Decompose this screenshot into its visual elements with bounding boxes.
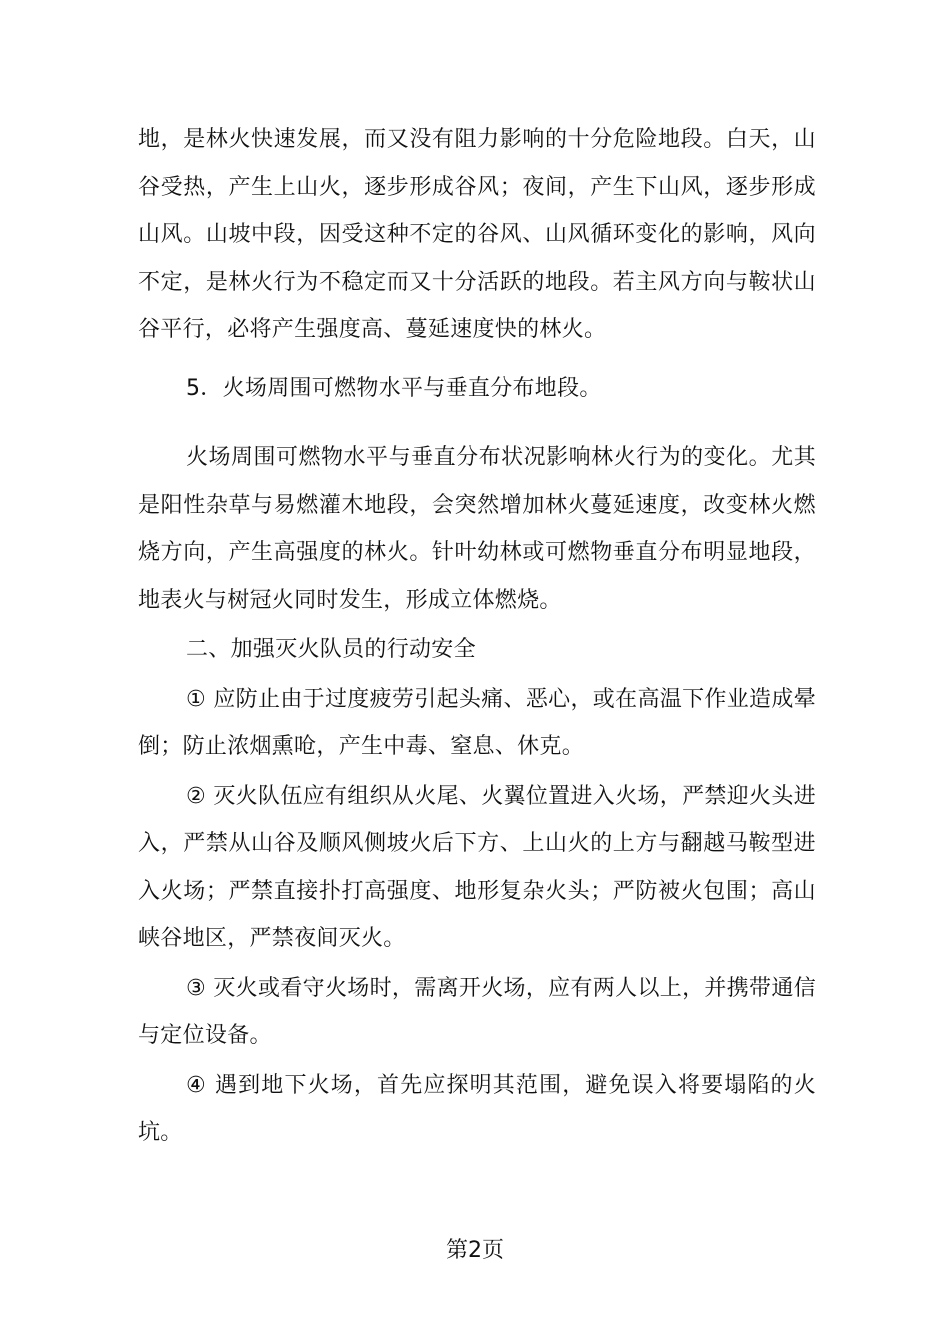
paragraph-fuel-distribution: 火场周围可燃物水平与垂直分布状况影响林火行为的变化。尤其是阳性杂草与易燃灌木地段，会突然增加林火蔓延速度，改变林火燃烧方向，产生高强度的林火。针叶幼林或可燃物垂直分布明显地段，地表火与树冠火同时发生，形成立体燃烧。: [138, 445, 816, 613]
paragraph-continuation: 地，是林火快速发展，而又没有阻力影响的十分危险地段。白天，山谷受热，产生上山火，逐步形成谷风；夜间，产生下山风，逐步形成山风。山坡中段，因受这种不定的谷风、山风循环变化的影响，风向不定，是林火行为不稳定而又十分活跃的地段。若主风方向与鞍状山谷平行，必将产生强度高、蔓延速度快的林火。: [138, 127, 816, 342]
safety-item-1: ① 应防止由于过度疲劳引起头痛、恶心，或在高温下作业造成晕倒；防止浓烟熏呛，产生中毒、窒息、休克。: [138, 686, 816, 759]
section-heading-2: 二、加强灭火队员的行动安全: [186, 637, 476, 662]
section-heading-5: 5．火场周围可燃物水平与垂直分布地段。: [186, 375, 602, 401]
safety-item-3: ③ 灭火或看守火场时，需离开火场，应有两人以上，并携带通信与定位设备。: [138, 975, 816, 1048]
document-body: [138, 116, 816, 1157]
safety-item-4: ④ 遇到地下火场，首先应探明其范围，避免误入将要塌陷的火坑。: [138, 1072, 816, 1145]
safety-item-2: ② 灭火队伍应有组织从火尾、火翼位置进入火场，严禁迎火头进入，严禁从山谷及顺风侧坡火后下方、上山火的上方与翻越马鞍型进入火场；严禁直接扑打高强度、地形复杂火头；严防被火包围；高山峡谷地区，严禁夜间灭火。: [138, 783, 816, 951]
page-number: 第2页: [446, 1238, 504, 1263]
